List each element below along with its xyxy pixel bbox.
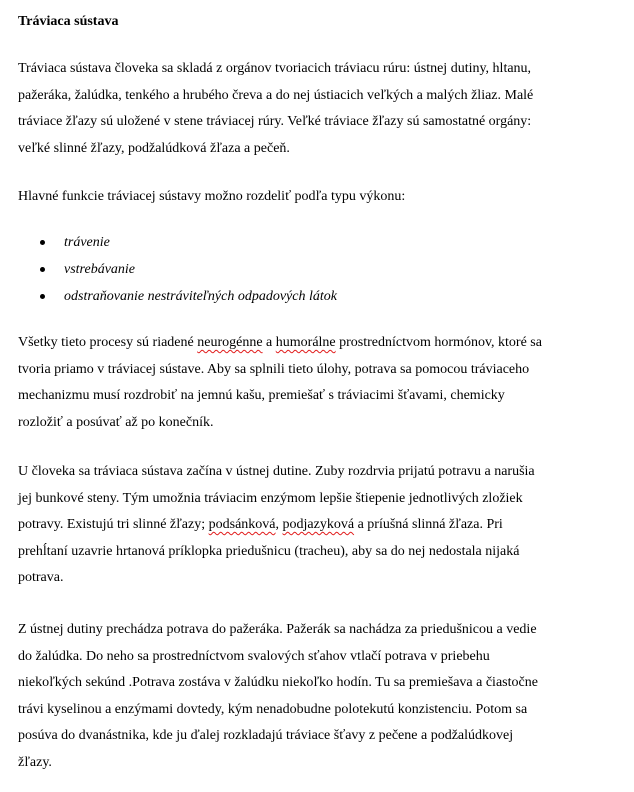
bullet-icon bbox=[40, 294, 45, 299]
list-item-text: odstraňovanie nestráviteľných odpadových látok bbox=[64, 289, 337, 304]
spellcheck-word[interactable]: podsánková bbox=[208, 517, 276, 532]
list-item bbox=[18, 286, 622, 313]
text-run: , bbox=[275, 517, 283, 532]
text-line bbox=[18, 512, 622, 539]
text-line: potrava. bbox=[18, 570, 64, 585]
text-run: a bbox=[262, 335, 276, 350]
paragraph-intro bbox=[18, 56, 622, 162]
spellcheck-word[interactable]: humorálne bbox=[275, 335, 336, 350]
text-line: Hlavné funkcie tráviacej sústavy možno rozdeliť podľa typu výkonu: bbox=[18, 189, 406, 204]
text-line: trávi kyselinou a enzýmami dovtedy, kým nenadobudne polotekutú konzistenciu. Potom sa bbox=[18, 701, 528, 717]
text-line: Z ústnej dutiny prechádza potrava do pažeráka. Pažerák sa nachádza za priedušnicou a vedie bbox=[18, 622, 537, 637]
text-run: Všetky tieto procesy sú riadené bbox=[18, 335, 198, 350]
text-line: mechanizmu musí rozdrobiť na jemnú kašu, premiešať s tráviacimi šťavami, chemicky bbox=[18, 388, 505, 403]
text-line: tvoria priamo v tráviacej sústave. Aby sa splnili tieto úlohy, potrava sa pomocou tráviaceho bbox=[18, 361, 530, 377]
paragraph-functions bbox=[18, 184, 622, 211]
text-line: posúva do dvanástnika, kde ju ďalej rozkladajú tráviace šťavy z pečene a podžalúdkovej bbox=[18, 728, 514, 743]
text-line: žľazy. bbox=[18, 754, 52, 770]
paragraph-esophagus bbox=[18, 617, 622, 776]
spellcheck-word[interactable]: neurogénne bbox=[197, 335, 263, 350]
paragraph-processes bbox=[18, 330, 622, 436]
list-item bbox=[18, 259, 622, 286]
text-line: jej bunkové steny. Tým umožnia tráviacim enzýmom lepšie štiepenie jednotlivých zložiek bbox=[18, 490, 523, 506]
text-line: niekoľkých sekúnd .Potrava zostáva v žalúdku niekoľko hodín. Tu sa premiešava a čiastočne bbox=[18, 675, 538, 690]
text-run: prostredníctvom hormónov, ktoré sa bbox=[335, 335, 542, 350]
spellcheck-word[interactable]: podjazyková bbox=[282, 517, 355, 532]
text-line: prehĺtaní uzavrie hrtanová príklopka priedušnicu (tracheu), aby sa do nej nedostala nijaká bbox=[18, 543, 520, 559]
list-item-text: trávenie bbox=[64, 235, 110, 250]
bullet-icon bbox=[40, 240, 45, 245]
text-line: tráviace žľazy sú uložené v stene tráviacej rúry. Veľké tráviace žľazy sú samostatné orgány: bbox=[18, 114, 532, 129]
text-line: do žalúdka. Do neho sa prostredníctvom svalových sťahov vtlačí potrava v priebehu bbox=[18, 648, 490, 664]
text-line: rozložiť a posúvať až po konečník. bbox=[18, 414, 214, 430]
bullet-icon bbox=[40, 267, 45, 272]
list-item-text: vstrebávanie bbox=[64, 262, 136, 277]
text-line: veľké slinné žľazy, podžalúdková žľaza a pečeň. bbox=[18, 140, 290, 156]
functions-list bbox=[18, 232, 622, 313]
paragraph-mouth bbox=[18, 459, 622, 592]
text-line: U človeka sa tráviaca sústava začína v ústnej dutine. Zuby rozdrvia prijatú potravu a narušia bbox=[18, 464, 535, 479]
list-item bbox=[18, 232, 622, 259]
text-run: potravy. Existujú tri slinné žľazy; bbox=[18, 517, 209, 532]
document-title: Tráviaca sústava bbox=[18, 14, 119, 29]
text-run: a príušná slinná žľaza. Pri bbox=[354, 517, 503, 532]
text-line: pažeráka, žalúdka, tenkého a hrubého čreva a do nej ústiacich veľkých a malých žliaz. Malé bbox=[18, 87, 534, 103]
text-line: Tráviaca sústava človeka sa skladá z orgánov tvoriacich tráviacu rúru: ústnej dutiny, hltanu, bbox=[18, 61, 532, 76]
text-line bbox=[18, 330, 622, 357]
